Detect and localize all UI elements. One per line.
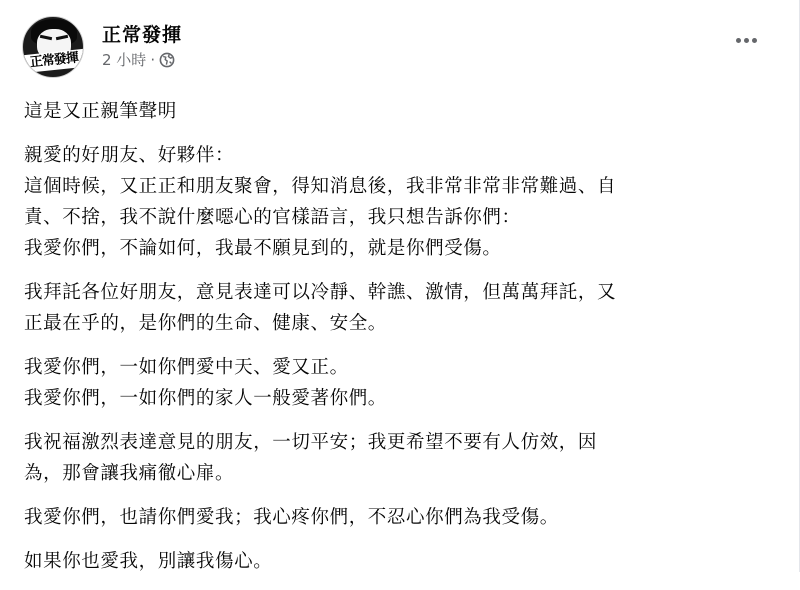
post-paragraph (24, 546, 776, 577)
post-text-line: 為，那會讓我痛徹心扉。 (24, 463, 235, 484)
post-text-line: 我拜託各位好朋友，意見表達可以冷靜、幹譙、激情，但萬萬拜託，又 (24, 282, 617, 303)
post-paragraph (24, 427, 776, 489)
post-paragraph (24, 140, 776, 264)
more-dot-icon (736, 38, 741, 43)
page-avatar[interactable] (22, 16, 84, 78)
avatar-logo-text: 正常發揮 (22, 49, 84, 74)
more-dot-icon (752, 38, 757, 43)
meta-separator: · (150, 51, 156, 69)
post-paragraph (24, 352, 776, 414)
post-text-line: 這個時候，又正正和朋友聚會，得知消息後，我非常非常非常難過、自 (24, 176, 617, 197)
post-text-line: 我祝福激烈表達意見的朋友，一切平安；我更希望不要有人仿效，因 (24, 432, 598, 453)
post-header (22, 16, 182, 78)
post-paragraph (24, 502, 776, 533)
post-text-line: 我愛你們，不論如何，我最不願見到的，就是你們受傷。 (24, 238, 502, 259)
post-paragraph (24, 277, 776, 339)
post-body (24, 96, 776, 590)
post-text-line: 這是又正親筆聲明 (24, 101, 177, 122)
globe-icon[interactable] (159, 52, 175, 68)
post-text-line: 正最在乎的，是你們的生命、健康、安全。 (24, 313, 387, 334)
post-text-line: 我愛你們，也請你們愛我；我心疼你們，不忍心你們為我受傷。 (24, 507, 559, 528)
post-text-line: 我愛你們，一如你們的家人一般愛著你們。 (24, 388, 387, 409)
more-dot-icon (744, 38, 749, 43)
post-paragraph (24, 96, 776, 127)
post-timestamp[interactable]: 2 小時 (102, 51, 147, 69)
post-text-line: 責、不捨，我不說什麼噁心的官樣語言，我只想告訴你們： (24, 207, 521, 228)
post-timeline (102, 50, 182, 70)
more-options-button[interactable] (736, 38, 757, 43)
post-text-line: 如果你也愛我，別讓我傷心。 (24, 551, 273, 572)
post-text-line: 我愛你們，一如你們愛中天、愛又正。 (24, 357, 349, 378)
page-name-link[interactable]: 正常發揮 (102, 24, 183, 46)
post-meta (102, 22, 182, 70)
post-text-line: 親愛的好朋友、好夥伴： (24, 145, 235, 166)
